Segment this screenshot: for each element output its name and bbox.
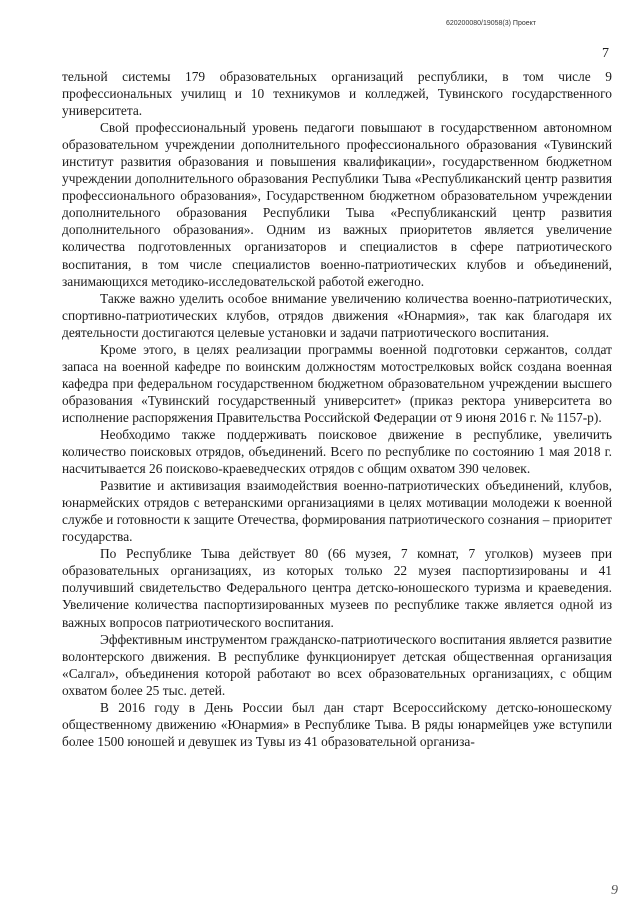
document-body — [62, 68, 612, 750]
paragraph-volunteering: Эффективным инструментом гражданско-патриотического воспитания является развитие волонтерского движения. В республике функционирует детская общественная организация «Салгал», объединения которой работают во всех образовательных организациях, с общим охватом более 25 тыс. детей. — [62, 631, 612, 698]
handwritten-page-mark: 9 — [611, 883, 618, 898]
page-number: 7 — [602, 46, 609, 61]
paragraph-yunarmiya: В 2016 году в День России был дан старт Всероссийскому детско-юношескому общественному движению «Юнармия» в Республике Тыва. В ряды юнармейцев уже вступили более 1500 юношей и девушек из Тувы из 41 образовательной организа- — [62, 699, 612, 749]
paragraph-museums: По Республике Тыва действует 80 (66 музея, 7 комнат, 7 уголков) музеев при образовательных организациях, из которых только 22 музея паспортизированы и 41 получивший свидетельство Федерального центра детско-юношеского туризма и краеведения. Увеличение количества паспортизированных музеев по республике также является одной из важных вопросов патриотического воспитания. — [62, 546, 612, 630]
paragraph-search-movement: Необходимо также поддерживать поисковое движение в республике, увеличить количество поисковых отрядов, объединений. Всего по республике по состоянию 1 мая 2018 г. насчитывается 26 поисково-краеведческих отрядов с общим охватом 390 человек. — [62, 426, 612, 477]
paragraph-military-department: Кроме этого, в целях реализации программы военной подготовки сержантов, солдат запаса на военной кафедре по воинским должностям мотострелковых войск создана военная кафедра при федеральном государственном бюджетном образовательном учреждении высшего образования «Тувинский государственный университет» (приказ ректора университета во исполнение распоряжения Правительства Российской Федерации от 9 июня 2016 г. № 1157-р). — [62, 341, 612, 425]
paragraph-continuation: тельной системы 179 образовательных организаций республики, в том числе 9 профессиональных училищ и 10 техникумов и колледжей, Тувинского государственного университета. — [62, 69, 612, 119]
paragraph-veterans-cooperation: Развитие и активизация взаимодействия военно-патриотических объединений, клубов, юнармейских отрядов с ветеранскими организациями в целях мотивации молодежи к военной службе и готовности к защите Отечества, формирования патриотического сознания – приоритет государства. — [62, 478, 612, 545]
paragraph-teacher-training: Свой профессиональный уровень педагоги повышают в государственном автономном образовательном учреждении дополнительного профессионального образования «Тувинский институт развития образования и повышения квалификации», государственном бюджетном учреждении дополнительного образования Республики Тыва «Республиканский центр развития профессионального образования», Государственном бюджетном образовательном учреждении дополнительного образования Республики Тыва «Республиканский центр развития дополнительного образования». Одним из важных приоритетов является увеличение количества подготовленных организаторов и специалистов в сфере патриотического воспитания, в том числе специалистов военно-патриотических клубов и объединений, занимающихся методико-исследовательской работой ежегодно. — [62, 120, 612, 289]
paragraph-military-clubs: Также важно уделить особое внимание увеличению количества военно-патриотических, спортивно-патриотических клубов, отрядов движения «Юнармия», так как благодаря их деятельности достигаются целевые установки и задачи патриотического воспитания. — [62, 290, 612, 340]
document-code: 620200080/19058(3) Проект — [445, 20, 536, 27]
